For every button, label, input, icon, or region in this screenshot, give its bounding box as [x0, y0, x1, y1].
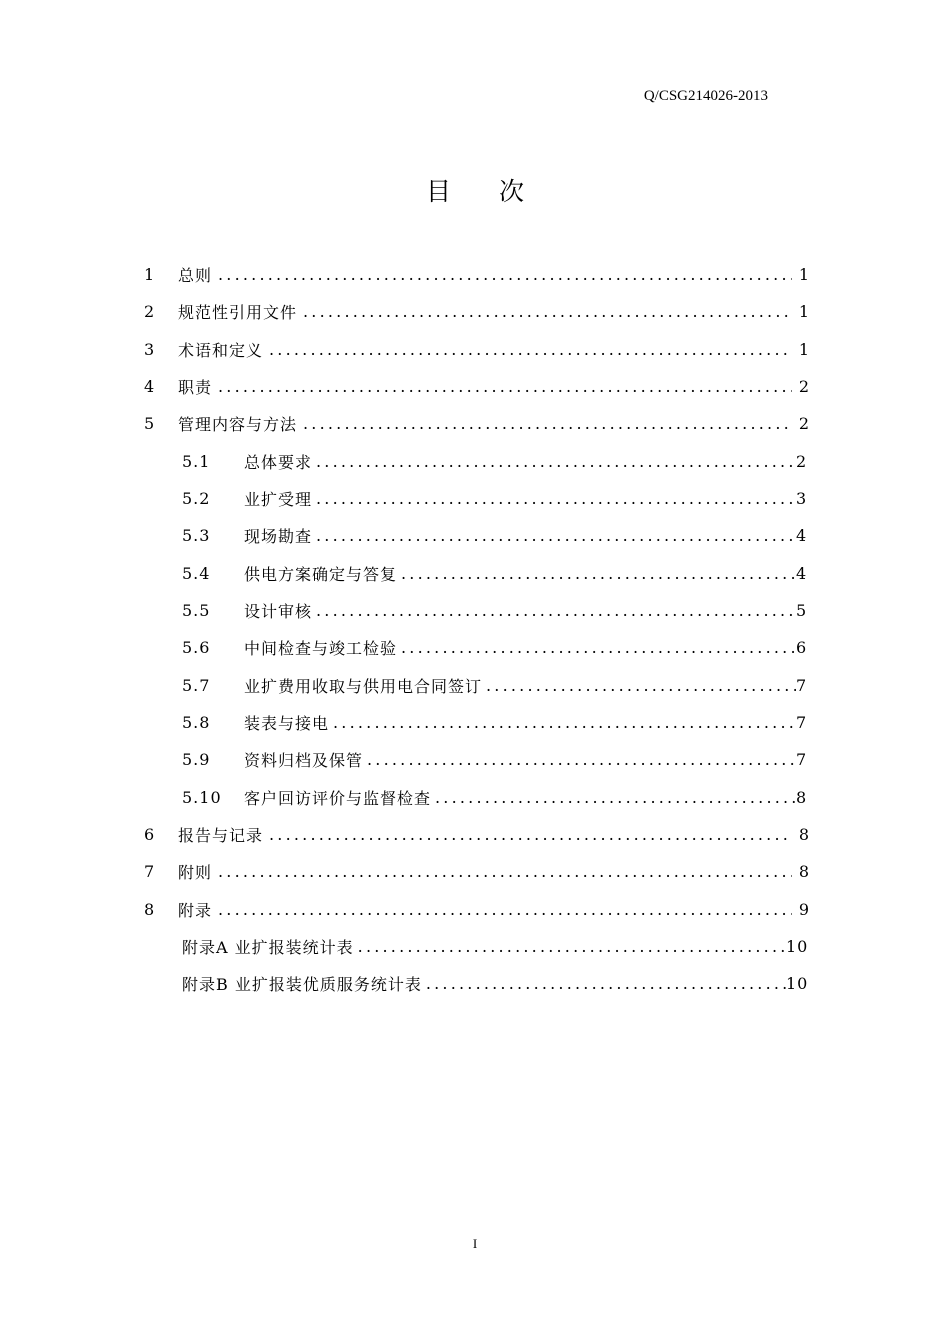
dot-leader — [367, 750, 796, 769]
toc-entry-label: 业扩费用收取与供用电合同签订 — [244, 677, 483, 696]
toc-entry-number: 4 — [144, 377, 156, 396]
toc-entry[interactable] — [144, 405, 810, 442]
toc-entry-page: 10 — [786, 937, 809, 956]
toc-entry-page: 1 — [798, 265, 810, 284]
dot-leader — [358, 937, 786, 956]
toc-entry-page: 1 — [798, 302, 810, 321]
toc-entry-page: 8 — [798, 862, 810, 881]
toc-entry-number: 5.4 — [182, 564, 211, 583]
toc-subentry[interactable] — [182, 741, 806, 778]
toc-entry-page: 5 — [796, 601, 808, 620]
toc-subentry[interactable] — [182, 480, 806, 517]
toc-entry-page: 6 — [796, 638, 808, 657]
toc-entry-label: 总则 — [178, 266, 213, 285]
dot-leader — [333, 713, 796, 732]
dot-leader — [303, 414, 792, 433]
toc-entry[interactable] — [144, 891, 810, 928]
dot-leader — [218, 900, 792, 919]
dot-leader — [218, 862, 792, 881]
dot-leader — [316, 489, 796, 508]
toc-entry-number: 1 — [144, 265, 156, 284]
dot-leader — [269, 825, 792, 844]
toc-subentry[interactable] — [182, 555, 806, 592]
toc-entry-label: 附录B 业扩报装优质服务统计表 — [182, 975, 422, 994]
toc-entry-label: 资料归档及保管 — [244, 751, 364, 770]
toc-appendix-entry[interactable] — [182, 928, 809, 965]
toc-entry-number: 5.2 — [182, 489, 211, 508]
toc-entry-page: 4 — [796, 526, 808, 545]
toc-appendix-entry[interactable] — [182, 965, 809, 1002]
toc-entry-number: 5.8 — [182, 713, 211, 732]
toc-subentry[interactable] — [182, 592, 806, 629]
toc-title — [0, 172, 950, 208]
dot-leader — [269, 340, 792, 359]
toc-entry[interactable] — [144, 816, 810, 853]
toc-entry[interactable] — [144, 293, 810, 330]
toc-entry-number: 5.1 — [182, 452, 211, 471]
dot-leader — [426, 974, 786, 993]
dot-leader — [401, 638, 796, 657]
toc-entry-label: 术语和定义 — [178, 341, 264, 360]
toc-entry-number: 5.7 — [182, 676, 211, 695]
dot-leader — [218, 265, 792, 284]
toc-entry[interactable] — [144, 368, 810, 405]
toc-entry-page: 1 — [798, 340, 810, 359]
toc-subentry[interactable] — [182, 667, 806, 704]
toc-entry-label: 报告与记录 — [178, 826, 264, 845]
toc-entry-number: 8 — [144, 900, 156, 919]
toc-entry-number: 5.6 — [182, 638, 211, 657]
toc-entry-label: 设计审核 — [244, 602, 313, 621]
toc-entry-number: 7 — [144, 862, 156, 881]
toc-entry-label: 管理内容与方法 — [178, 415, 298, 434]
toc-title-part1: 目 — [425, 177, 451, 206]
toc-entry-label: 客户回访评价与监督检查 — [244, 789, 432, 808]
toc-entry-number: 5.5 — [182, 601, 211, 620]
dot-leader — [316, 526, 796, 545]
toc-subentry[interactable] — [182, 443, 806, 480]
document-code: Q/CSG214026-2013 — [643, 88, 768, 104]
toc-entry-page: 7 — [796, 676, 808, 695]
toc-subentry[interactable] — [182, 629, 806, 666]
toc-entry-number: 5.3 — [182, 526, 211, 545]
toc-entry-label: 规范性引用文件 — [178, 303, 298, 322]
toc-entry-number: 6 — [144, 825, 156, 844]
toc-entry-page: 7 — [796, 750, 808, 769]
toc-subentry[interactable] — [182, 779, 806, 816]
toc-entry-page: 2 — [798, 377, 810, 396]
toc-entry-number: 3 — [144, 340, 156, 359]
toc-entry[interactable] — [144, 331, 810, 368]
page-number: I — [472, 1236, 478, 1251]
toc-entry-page: 2 — [796, 452, 808, 471]
toc-entry-label: 中间检查与竣工检验 — [244, 639, 398, 658]
toc-entry[interactable] — [144, 853, 810, 890]
toc-entry-label: 附录A 业扩报装统计表 — [182, 938, 354, 957]
dot-leader — [401, 564, 796, 583]
dot-leader — [316, 601, 796, 620]
dot-leader — [316, 452, 796, 471]
toc-entry[interactable] — [144, 256, 810, 293]
toc-entry-page: 3 — [796, 489, 808, 508]
toc-entry-label: 业扩受理 — [244, 490, 313, 509]
toc-entry-page: 2 — [798, 414, 810, 433]
toc-entry-label: 装表与接电 — [244, 714, 330, 733]
toc-subentry[interactable] — [182, 704, 806, 741]
toc-entry-label: 总体要求 — [244, 453, 313, 472]
toc-entry-label: 附则 — [178, 863, 213, 882]
toc-entry-page: 10 — [786, 974, 809, 993]
dot-leader — [486, 676, 796, 695]
toc-entry-number: 2 — [144, 302, 156, 321]
toc-entry-page: 4 — [796, 564, 808, 583]
dot-leader — [435, 788, 796, 807]
toc-title-part2: 次 — [499, 177, 525, 206]
toc-entry-page: 8 — [798, 825, 810, 844]
toc-entry-label: 供电方案确定与答复 — [244, 565, 398, 584]
toc-entry-page: 7 — [796, 713, 808, 732]
dot-leader — [218, 377, 792, 396]
toc-entry-number: 5.9 — [182, 750, 211, 769]
toc-entry-page: 8 — [796, 788, 808, 807]
dot-leader — [303, 302, 792, 321]
toc-entry-label: 职责 — [178, 378, 213, 397]
toc-entry-number: 5.10 — [182, 788, 222, 807]
toc-entry-label: 附录 — [178, 901, 213, 920]
toc-entry-page: 9 — [798, 900, 810, 919]
toc-entry-number: 5 — [144, 414, 156, 433]
toc-entry-label: 现场勘查 — [244, 527, 313, 546]
toc-subentry[interactable] — [182, 517, 806, 554]
